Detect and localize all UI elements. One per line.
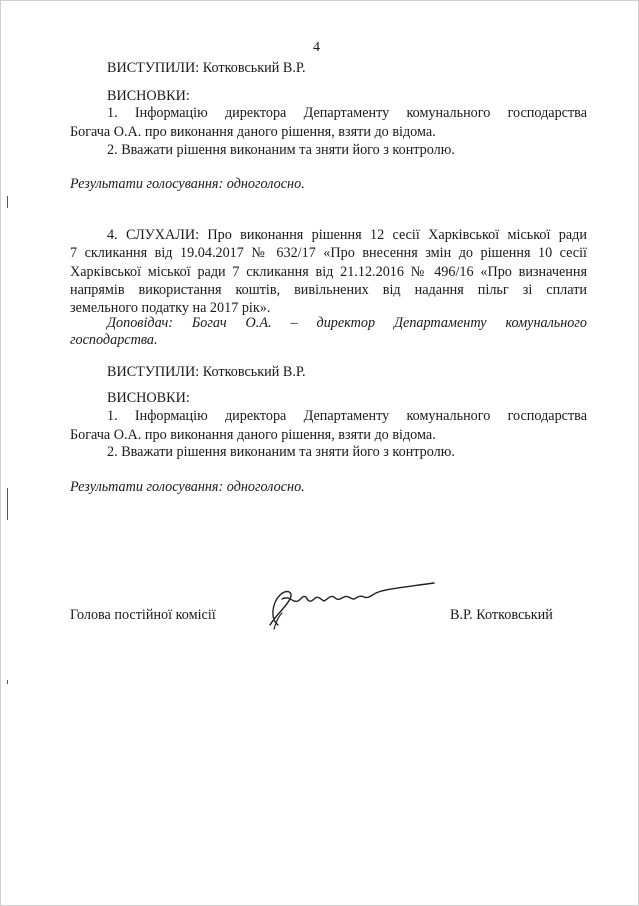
scan-mark [7,680,8,684]
heard-line-1: 4. СЛУХАЛИ: Про виконання рішення 12 сесії Харківської міської ради [107,227,587,243]
signature-image [256,569,441,631]
speaker-line-1: Доповідач: Богач О.А. – директор Департаменту комунального [107,315,587,331]
spoke-line-2: ВИСТУПИЛИ: Котковський В.Р. [107,364,306,380]
conclusions-heading-1: ВИСНОВКИ: [107,88,190,104]
chairman-name: В.Р. Котковський [450,607,553,623]
scan-mark [7,488,8,520]
conclusions-heading-2: ВИСНОВКИ: [107,390,190,406]
conclusion-1-item-1-line-1: 1. Інформацію директора Департаменту комунального господарства [107,105,587,121]
chairman-title: Голова постійної комісії [70,607,216,623]
conclusion-1-item-2: 2. Вважати рішення виконаним та зняти його з контролю. [107,142,455,158]
heard-line-4: напрямів використання коштів, вивільнених від надання пільг зі сплати [70,282,587,298]
heard-line-3: Харківської міської ради 7 скликання від 21.12.2016 № 496/16 «Про визначення [70,264,587,280]
heard-line-5: земельного податку на 2017 рік». [70,300,271,316]
conclusion-1-item-1-line-2: Богача О.А. про виконання даного рішення, взяти до відома. [70,124,436,140]
conclusion-2-item-2: 2. Вважати рішення виконаним та зняти його з контролю. [107,444,455,460]
speaker-line-2: господарства. [70,332,158,348]
vote-result-2: Результати голосування: одноголосно. [70,479,305,495]
conclusion-2-item-1-line-1: 1. Інформацію директора Департаменту комунального господарства [107,408,587,424]
scan-mark [7,196,8,208]
spoke-line-1: ВИСТУПИЛИ: Котковський В.Р. [107,60,306,76]
heard-line-2: 7 скликання від 19.04.2017 № 632/17 «Про внесення змін до рішення 10 сесії [70,245,587,261]
vote-result-1: Результати голосування: одноголосно. [70,176,305,192]
conclusion-2-item-1-line-2: Богача О.А. про виконання даного рішення, взяти до відома. [70,427,436,443]
page-number: 4 [313,40,320,55]
